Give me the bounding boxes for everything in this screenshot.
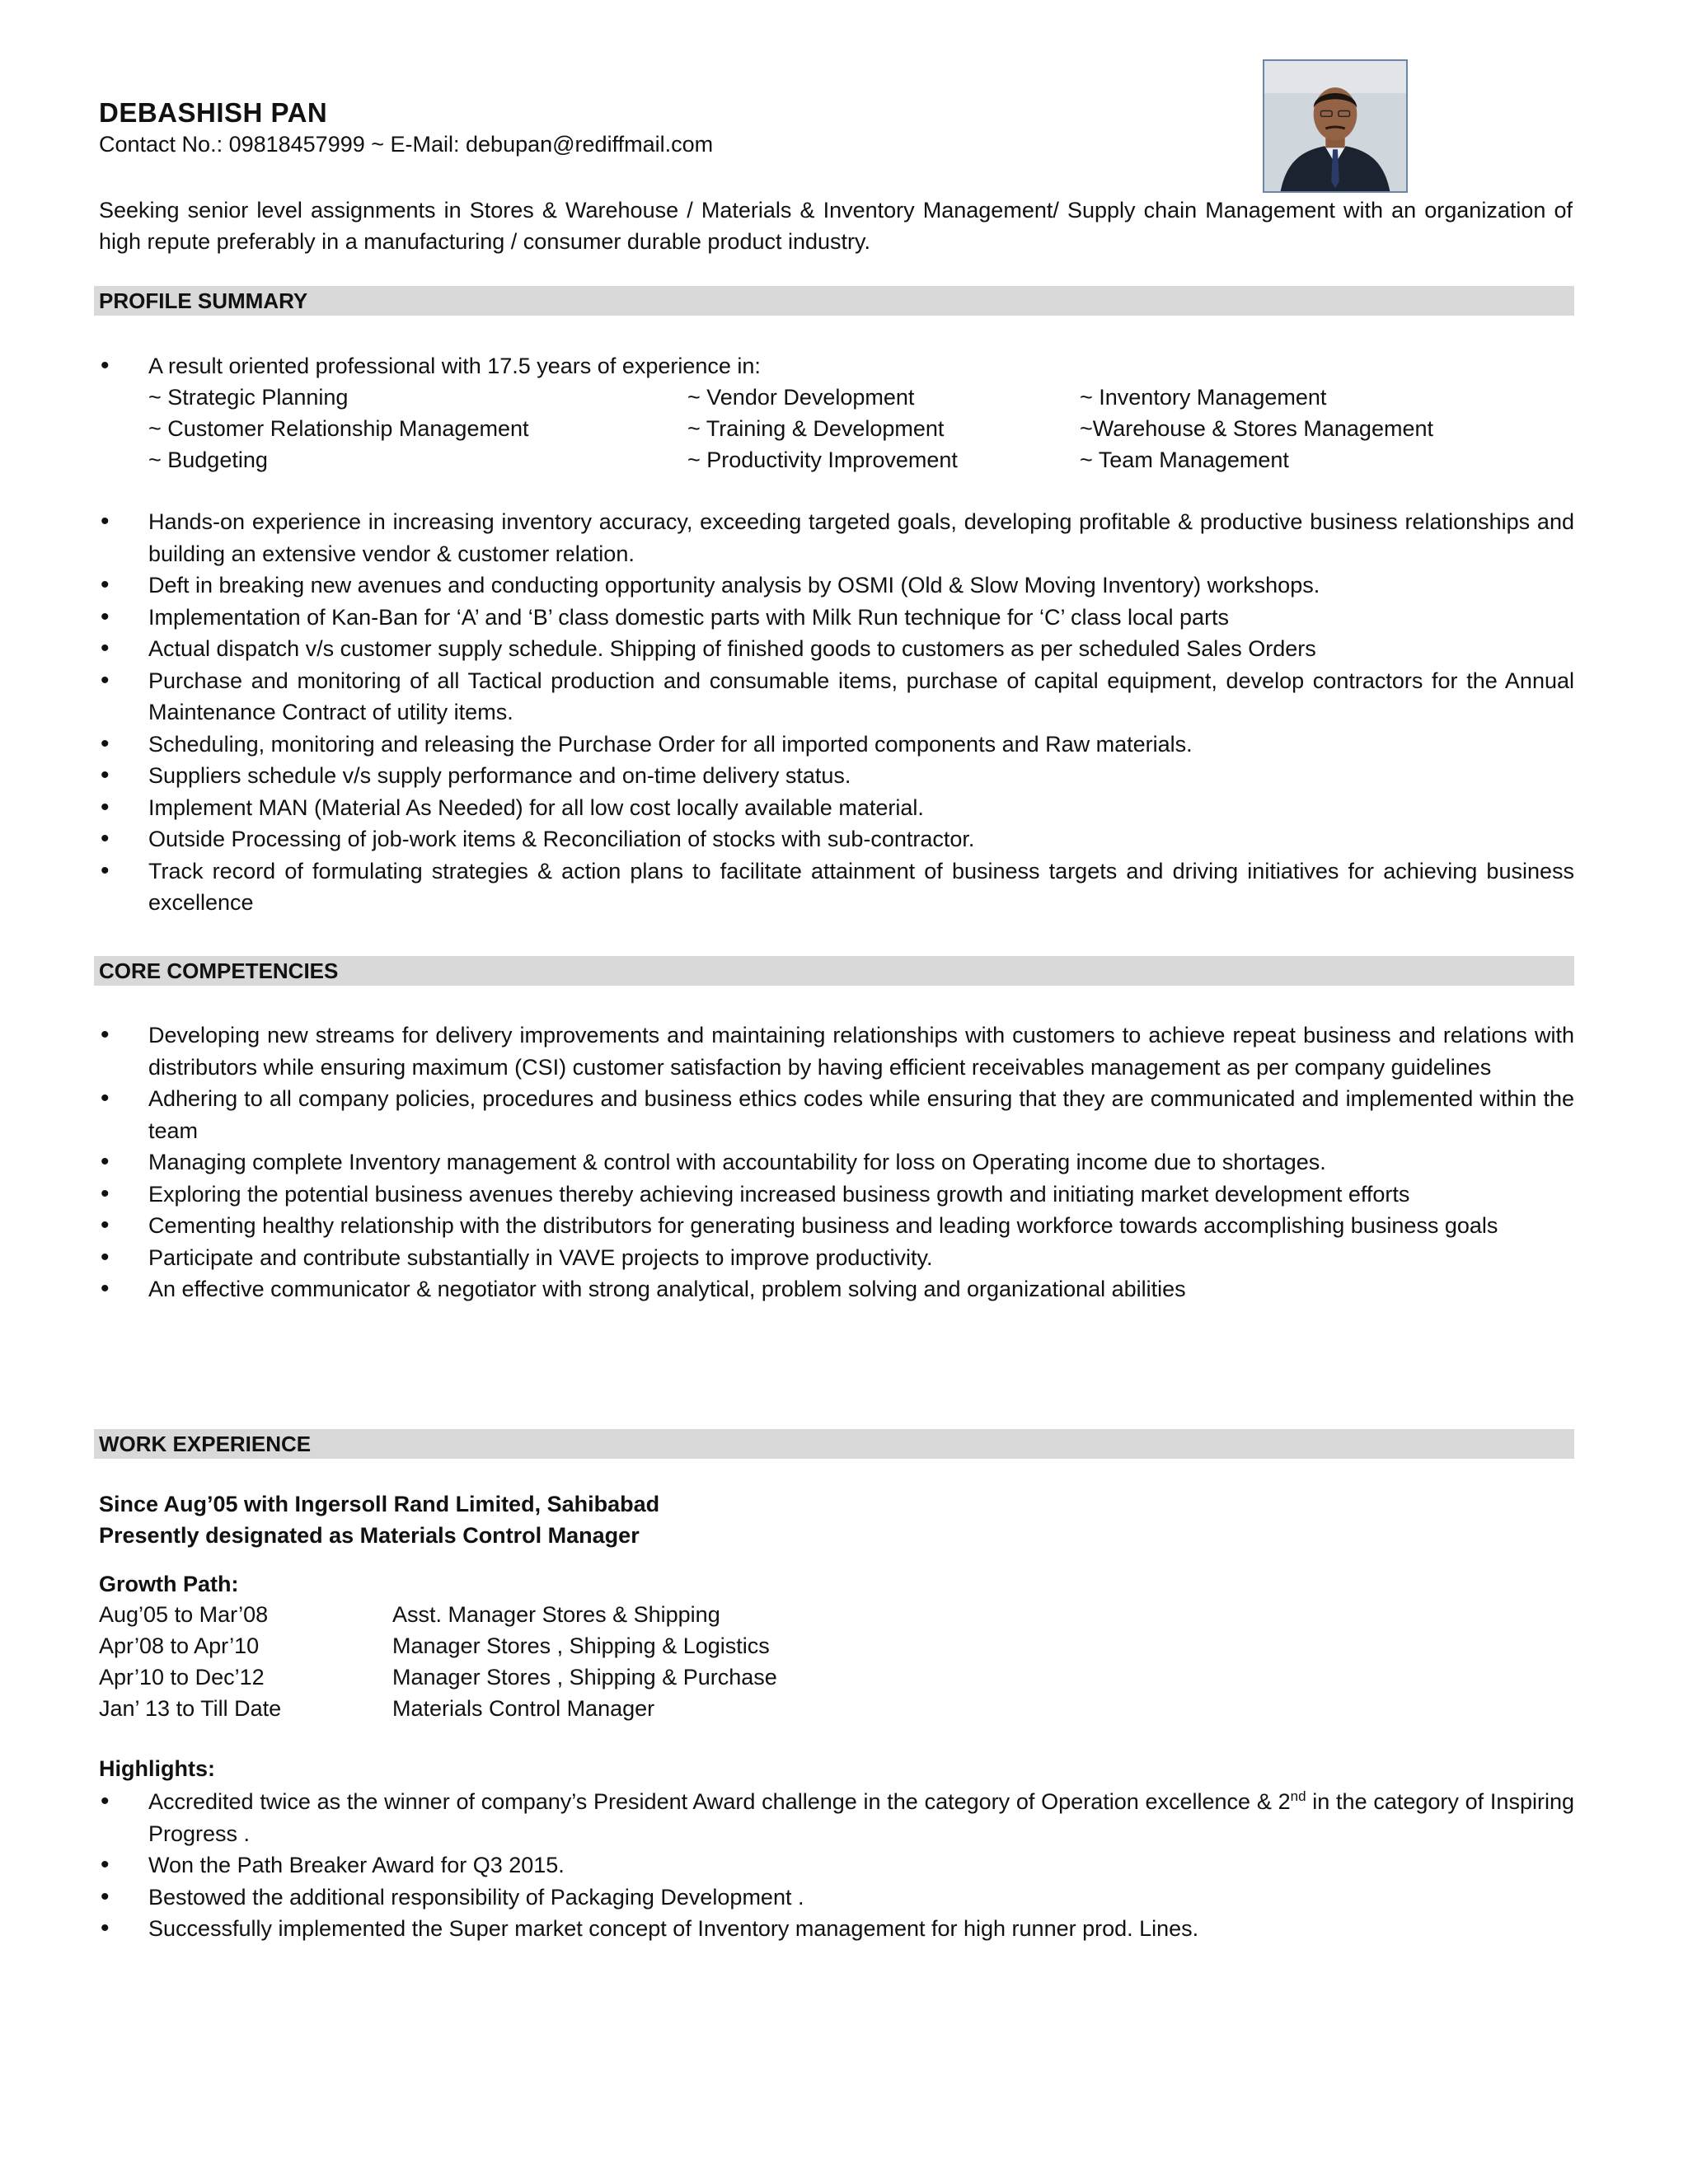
list-item: [99, 1786, 1574, 1849]
list-item: • Bestowed the additional responsibility of Packaging Development .: [99, 1882, 1574, 1914]
growth-row: [99, 1693, 923, 1724]
list-item: • Cementing healthy relationship with the distributors for generating business and leading workforce towards accomplishing business goals: [99, 1210, 1574, 1242]
list-item: • Successfully implemented the Super market concept of Inventory management for high runner prod. Lines.: [99, 1913, 1574, 1945]
list-item: • An effective communicator & negotiator with strong analytical, problem solving and organizational abilities: [99, 1273, 1574, 1305]
list-item: • Managing complete Inventory management & control with accountability for loss on Operating income due to shortages.: [99, 1146, 1574, 1179]
growth-period: Apr’10 to Dec’12: [99, 1665, 265, 1690]
skills-row: [148, 382, 1574, 413]
list-item: • Developing new streams for delivery improvements and maintaining relationships with customers to achieve repeat business and relations with distributors while ensuring maximum (CSI) customer satisfaction by having efficient receivables management as per company guidelines: [99, 1019, 1574, 1083]
list-item: • Suppliers schedule v/s supply performance and on-time delivery status.: [99, 760, 1574, 792]
list-item: • Purchase and monitoring of all Tactical production and consumable items, purchase of capital equipment, develop contractors for the Annual Maintenance Contract of utility items.: [99, 665, 1574, 729]
skill-item: ~ Budgeting: [148, 448, 268, 472]
growth-period: Aug’05 to Mar’08: [99, 1602, 269, 1627]
list-item: • Participate and contribute substantially in VAVE projects to improve productivity.: [99, 1242, 1574, 1274]
list-item: • Actual dispatch v/s customer supply schedule. Shipping of finished goods to customers as per scheduled Sales Orders: [99, 633, 1574, 665]
profile-summary-heading: PROFILE SUMMARY: [94, 286, 1574, 316]
designation-line: Presently designated as Materials Control Manager: [99, 1523, 640, 1548]
skill-item: ~ Strategic Planning: [148, 385, 349, 410]
skill-item: ~ Inventory Management: [1080, 385, 1327, 410]
highlight-bullets: [99, 1786, 1574, 1945]
list-item: • Adhering to all company policies, procedures and business ethics codes while ensuring that they are communicated and implemented within the team: [99, 1083, 1574, 1146]
work-experience-heading: WORK EXPERIENCE: [94, 1429, 1574, 1459]
skill-item: ~Warehouse & Stores Management: [1080, 416, 1433, 441]
skills-row: [148, 444, 1574, 476]
list-item: • Scheduling, monitoring and releasing the Purchase Order for all imported components and Raw materials.: [99, 729, 1574, 761]
highlights-heading: Highlights:: [99, 1756, 215, 1781]
core-competencies-heading: CORE COMPETENCIES: [94, 956, 1574, 986]
growth-path-table: [99, 1599, 923, 1724]
growth-row: [99, 1661, 923, 1693]
growth-role: Manager Stores , Shipping & Logistics: [392, 1633, 770, 1658]
growth-path-heading: Growth Path:: [99, 1572, 239, 1596]
profile-photo: [1263, 59, 1408, 193]
growth-row: [99, 1630, 923, 1661]
contact-line: Contact No.: 09818457999 ~ E-Mail: debupan@rediffmail.com: [99, 132, 714, 157]
highlight-text: in the category of Inspiring Progress .: [148, 1789, 1574, 1846]
list-item: • Implementation of Kan-Ban for ‘A’ and ‘B’ class domestic parts with Milk Run technique for ‘C’ class local parts: [99, 602, 1574, 634]
career-objective: Seeking senior level assignments in Stores & Warehouse / Materials & Inventory Management/ Supply chain Management with an organization of high repute preferably in a manufacturing / consumer durable product industry.: [99, 198, 1573, 254]
growth-period: Jan’ 13 to Till Date: [99, 1696, 282, 1721]
company-line: Since Aug’05 with Ingersoll Rand Limited, Sahibabad: [99, 1492, 660, 1516]
profile-bullets: [99, 506, 1574, 919]
skill-item: ~ Vendor Development: [687, 385, 915, 410]
growth-role: Manager Stores , Shipping & Purchase: [392, 1665, 777, 1690]
list-item: • Deft in breaking new avenues and conducting opportunity analysis by OSMI (Old & Slow Moving Inventory) workshops.: [99, 569, 1574, 602]
growth-role: Asst. Manager Stores & Shipping: [392, 1602, 720, 1627]
list-item: • Outside Processing of job-work items & Reconciliation of stocks with sub-contractor.: [99, 823, 1574, 855]
competency-bullets: [99, 1019, 1574, 1305]
profile-intro: • A result oriented professional with 17.5 years of experience in:: [99, 350, 1574, 382]
list-item: • Hands-on experience in increasing inventory accuracy, exceeding targeted goals, developing profitable & productive business relationships and building an extensive vendor & customer relation.: [99, 506, 1574, 569]
skills-grid: [148, 382, 1574, 476]
skill-item: ~ Team Management: [1080, 448, 1289, 472]
candidate-name: DEBASHISH PAN: [99, 97, 328, 128]
skills-row: [148, 413, 1574, 444]
profile-intro-list: [99, 350, 1574, 382]
highlight-text: Accredited twice as the winner of company’s President Award challenge in the category of Operation excellence & 2: [148, 1789, 1291, 1814]
growth-role: Materials Control Manager: [392, 1696, 655, 1721]
growth-row: [99, 1599, 923, 1630]
skill-item: ~ Customer Relationship Management: [148, 416, 529, 441]
skill-item: ~ Training & Development: [687, 416, 945, 441]
skill-item: ~ Productivity Improvement: [687, 448, 958, 472]
growth-period: Apr’08 to Apr’10: [99, 1633, 260, 1658]
list-item: • Exploring the potential business avenues thereby achieving increased business growth and initiating market development efforts: [99, 1179, 1574, 1211]
list-item: • Track record of formulating strategies & action plans to facilitate attainment of business targets and driving initiatives for achieving business excellence: [99, 855, 1574, 919]
list-item: • Implement MAN (Material As Needed) for all low cost locally available material.: [99, 792, 1574, 824]
list-item: • Won the Path Breaker Award for Q3 2015.: [99, 1849, 1574, 1882]
ordinal-suffix: nd: [1290, 1788, 1306, 1804]
